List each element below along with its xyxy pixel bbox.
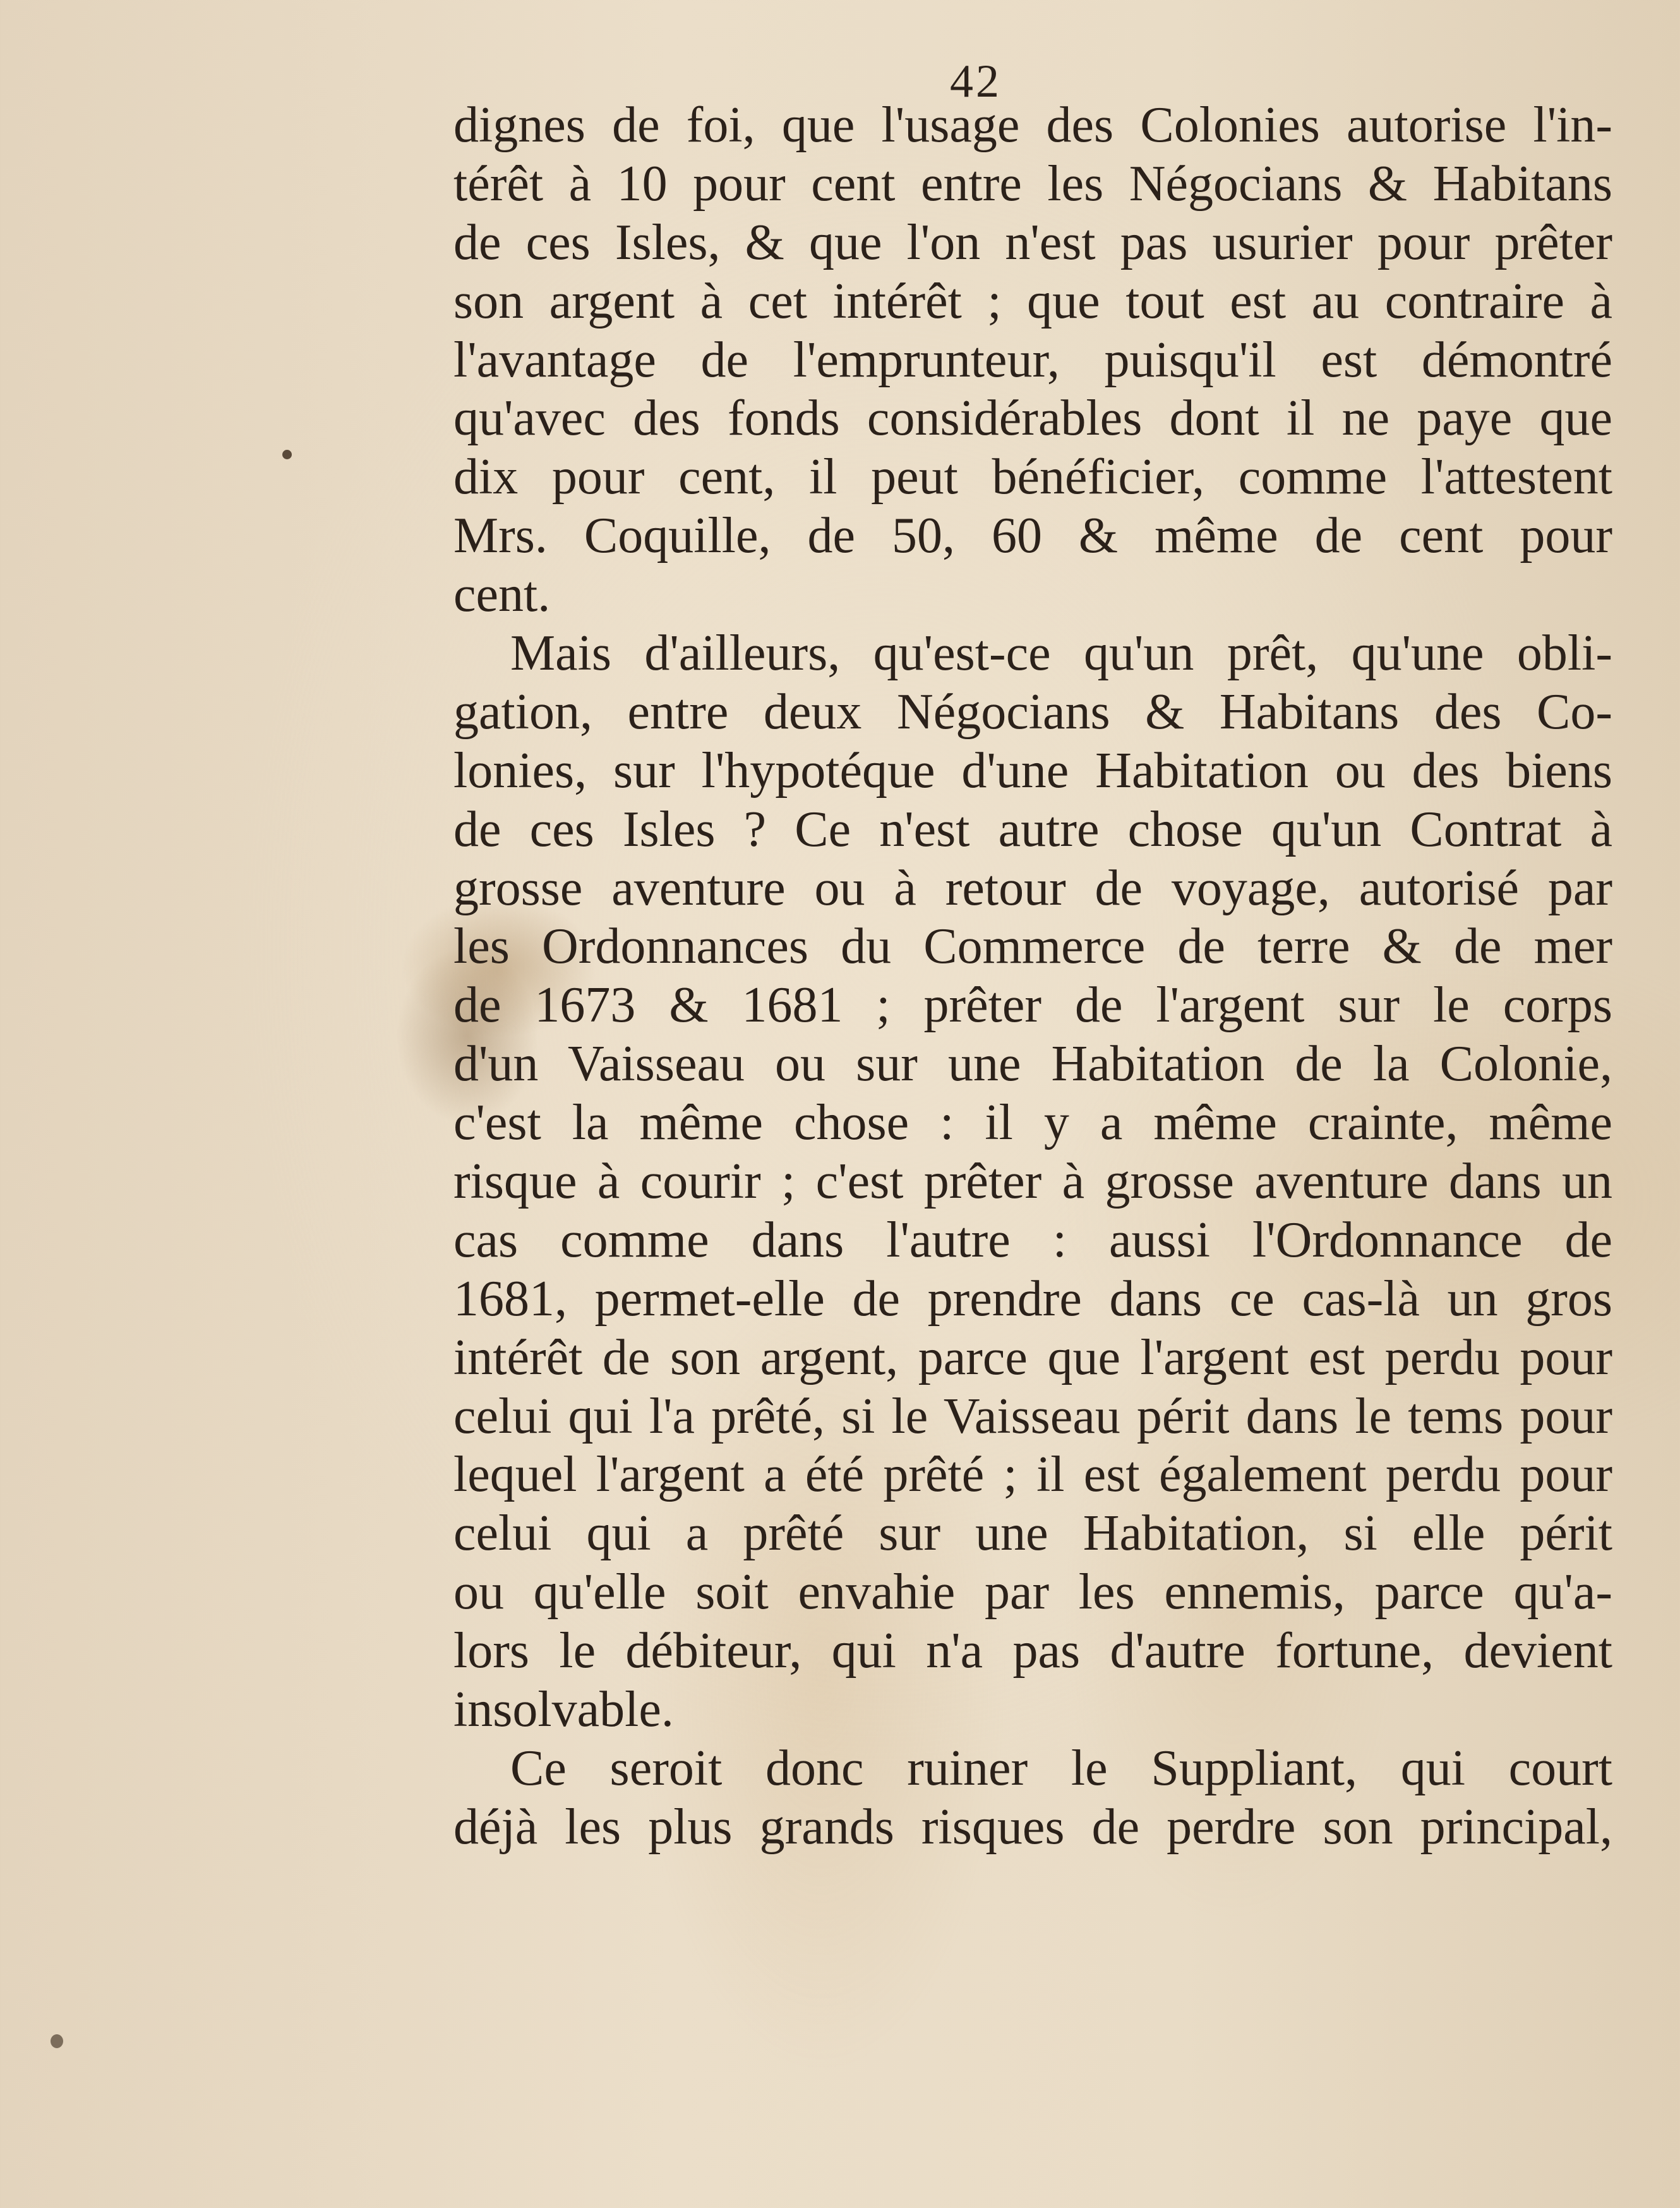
text-line: insolvable. xyxy=(453,1682,674,1738)
text-line: les Ordonnances du Commerce de terre & de mer xyxy=(453,919,1612,975)
text-line: térêt à 10 pour cent entre les Négocians & Habitans xyxy=(453,155,1612,212)
text-line: de 1673 & 1681 ; prêter de l'argent sur le corps xyxy=(453,977,1612,1034)
text-line: Ce seroit donc ruiner le Suppliant, qui court xyxy=(510,1740,1612,1796)
paragraph-1 xyxy=(453,96,1612,624)
text-line: ou qu'elle soit envahie par les ennemis, parce qu'a- xyxy=(453,1564,1612,1620)
text-line: déjà les plus grands risques de perdre son principal, xyxy=(453,1799,1612,1855)
text-line: Mais d'ailleurs, qu'est-ce qu'un prêt, qu'une obli- xyxy=(510,625,1612,682)
text-line: d'un Vaisseau ou sur une Habitation de la Colonie, xyxy=(453,1036,1612,1092)
text-line: Mrs. Coquille, de 50, 60 & même de cent pour xyxy=(453,508,1612,564)
ink-spot xyxy=(51,2034,63,2048)
text-line: cent. xyxy=(453,567,551,623)
text-line: 1681, permet-elle de prendre dans ce cas-là un gros xyxy=(453,1270,1612,1327)
paragraph-3 xyxy=(453,1739,1612,1857)
text-line: celui qui l'a prêté, si le Vaisseau périt dans le tems pour xyxy=(453,1388,1612,1444)
text-line: cas comme dans l'autre : aussi l'Ordonnance de xyxy=(453,1212,1612,1268)
text-line: lors le débiteur, qui n'a pas d'autre fortune, devient xyxy=(453,1623,1612,1679)
text-line: l'avantage de l'emprunteur, puisqu'il est démontré xyxy=(453,332,1612,388)
paragraph-2 xyxy=(453,624,1612,1739)
text-line: celui qui a prêté sur une Habitation, si elle périt xyxy=(453,1505,1612,1562)
text-line: intérêt de son argent, parce que l'argent est perdu pour xyxy=(453,1329,1612,1385)
ink-spot xyxy=(282,450,292,459)
body-text xyxy=(453,96,1612,1857)
text-line: son argent à cet intérêt ; que tout est au contraire à xyxy=(453,273,1612,329)
text-line: dix pour cent, il peut bénéficier, comme l'attestent xyxy=(453,449,1612,505)
text-line: risque à courir ; c'est prêter à grosse aventure dans un xyxy=(453,1154,1612,1210)
text-line: gation, entre deux Négocians & Habitans des Co- xyxy=(453,684,1612,740)
text-line: de ces Isles ? Ce n'est autre chose qu'un Contrat à xyxy=(453,801,1612,857)
text-line: qu'avec des fonds considérables dont il ne paye que xyxy=(453,390,1612,447)
text-line: grosse aventure ou à retour de voyage, autorisé par xyxy=(453,860,1612,916)
page-number: 42 xyxy=(950,56,1002,107)
text-line: de ces Isles, & que l'on n'est pas usurier pour prêter xyxy=(453,214,1612,270)
text-line: dignes de foi, que l'usage des Colonies autorise l'in- xyxy=(453,97,1612,153)
text-line: lonies, sur l'hypotéque d'une Habitation ou des biens xyxy=(453,742,1612,799)
text-line: c'est la même chose : il y a même crainte, même xyxy=(453,1095,1612,1151)
text-line: lequel l'argent a été prêté ; il est également perdu pour xyxy=(453,1447,1612,1503)
